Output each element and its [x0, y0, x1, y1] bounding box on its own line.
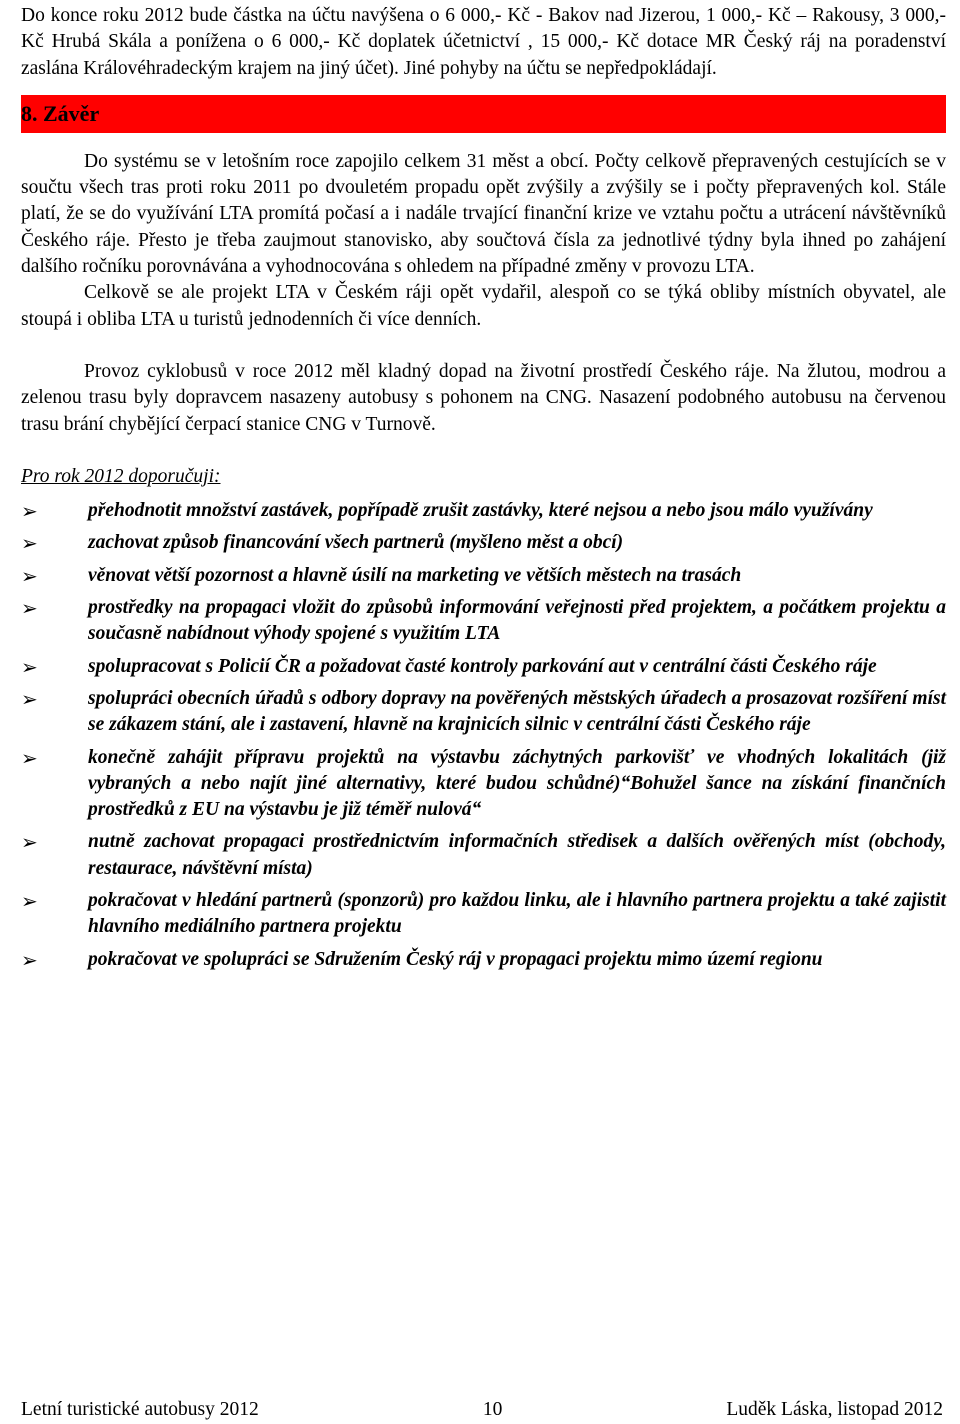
recommendation-item: ➢ pokračovat ve spolupráci se Sdružením Český ráj v propagaci projektu mimo území regionu — [21, 947, 823, 972]
recommendations-title: Pro rok 2012 doporučuji: — [21, 465, 221, 487]
document-page — [21, 0, 946, 979]
arrowhead-bullet-icon: ➢ — [21, 745, 38, 770]
arrowhead-bullet-icon: ➢ — [21, 654, 38, 679]
recommendation-item: ➢ prostředky na propagaci vložit do způsobů informování veřejnosti před projektem, a počátkem projektu a současně nabídnout výhody spojené s využitím LTA — [21, 596, 946, 645]
arrowhead-bullet-icon: ➢ — [21, 686, 38, 711]
arrowhead-bullet-icon: ➢ — [21, 499, 38, 524]
summary-paragraph: Do systému se v letošním roce zapojilo celkem 31 měst a obcí. Počty celkově přepravených cestujících se v součtu všech tras proti roku 2011 po dvouletém propadu opět zvýšily a zvýšily se i počty přepravených kol. Stále platí, že se do využívání LTA promítá počasí a i nadále trvající finanční krize ve vztahu počtu a utrácení návštěvníků Českého ráje. Přesto je třeba zaujmout stanovisko, aby součtová čísla za jednotlivé týdny byla ihned po zahájení dalšího ročníku porovnávána a vyhodnocována s ohledem na případné změny v provozu LTA. — [21, 150, 946, 278]
recommendation-item: ➢ konečně zahájit přípravu projektů na výstavbu záchytných parkovišť ve vhodných lokalitách (již vybraných a nebo najít jiné alternativy, které budou schůdné)“Bohužel šance na získání finančních prostředků z EU na výstavbu je již téměř nulová“ — [21, 745, 946, 821]
recommendation-item: ➢ spolupracovat s Policií ČR a požadovat časté kontroly parkování aut v centrální části Českého ráje — [21, 654, 877, 679]
environment-paragraph: Provoz cyklobusů v roce 2012 měl kladný dopad na životní prostředí Českého ráje. Na žlutou, modrou a zelenou trasu byly dopravcem nasazeny autobusy s pohonem na CNG. Nasazení podobného autobusu na červenou trasu brání chybějící čerpací stanice CNG v Turnově. — [21, 360, 946, 435]
arrowhead-bullet-icon: ➢ — [21, 531, 38, 556]
arrowhead-bullet-icon: ➢ — [21, 830, 38, 855]
intro-paragraph: Do konce roku 2012 bude částka na účtu navýšena o 6 000,- Kč - Bakov nad Jizerou, 1 000,- Kč – Rakousy, 3 000,- Kč Hrubá Skála a ponížena o 6 000,- Kč doplatek účetnictví , 15 000,- Kč dotace MR Český ráj na poradenství zaslána Královéhradeckým krajem na jiný účet). Jiné pohyby na účtu se nepředpokládají. — [21, 5, 946, 79]
page-footer — [21, 1397, 943, 1423]
recommendations-list — [21, 498, 946, 973]
arrowhead-bullet-icon: ➢ — [21, 947, 38, 972]
page-number: 10 — [482, 1399, 503, 1420]
overall-paragraph: Celkově se ale projekt LTA v Českém ráji opět vydařil, alespoň co se týká obliby místních obyvatel, ale stoupá i obliba LTA u turistů jednodenních či více denních. — [21, 282, 946, 330]
recommendation-item: ➢ nutně zachovat propagaci prostřednictvím informačních středisek a dalších ověřených míst (obchody, restaurace, návštěvní místa) — [21, 830, 946, 879]
footer-author-date: Luděk Láska, listopad 2012 — [726, 1399, 943, 1420]
recommendation-item: ➢ spolupráci obecních úřadů s odbory dopravy na pověřených městských úřadech a prosazovat rozšíření míst se zákazem stání, ale i zastavení, hlavně na krajnicích silnic v centrální části Českého ráje — [21, 686, 946, 736]
section-heading: 8. Závěr — [21, 100, 100, 126]
arrowhead-bullet-icon: ➢ — [21, 596, 38, 621]
recommendation-item: ➢ zachovat způsob financování všech partnerů (myšleno měst a obcí) — [21, 531, 624, 556]
section-heading-bar — [21, 95, 946, 133]
footer-title: Letní turistické autobusy 2012 — [21, 1399, 259, 1420]
recommendation-item: ➢ přehodnotit množství zastávek, popřípadě zrušit zastávky, které nejsou a nebo jsou málo využívány — [21, 499, 873, 524]
arrowhead-bullet-icon: ➢ — [21, 889, 38, 914]
recommendation-item: ➢ věnovat větší pozornost a hlavně úsilí na marketing ve větších městech na trasách — [21, 563, 742, 588]
arrowhead-bullet-icon: ➢ — [21, 563, 38, 588]
recommendation-item: ➢ pokračovat v hledání partnerů (sponzorů) pro každou linku, ale i hlavního partnera projektu a také zajistit hlavního mediálního partnera projektu — [21, 889, 946, 938]
